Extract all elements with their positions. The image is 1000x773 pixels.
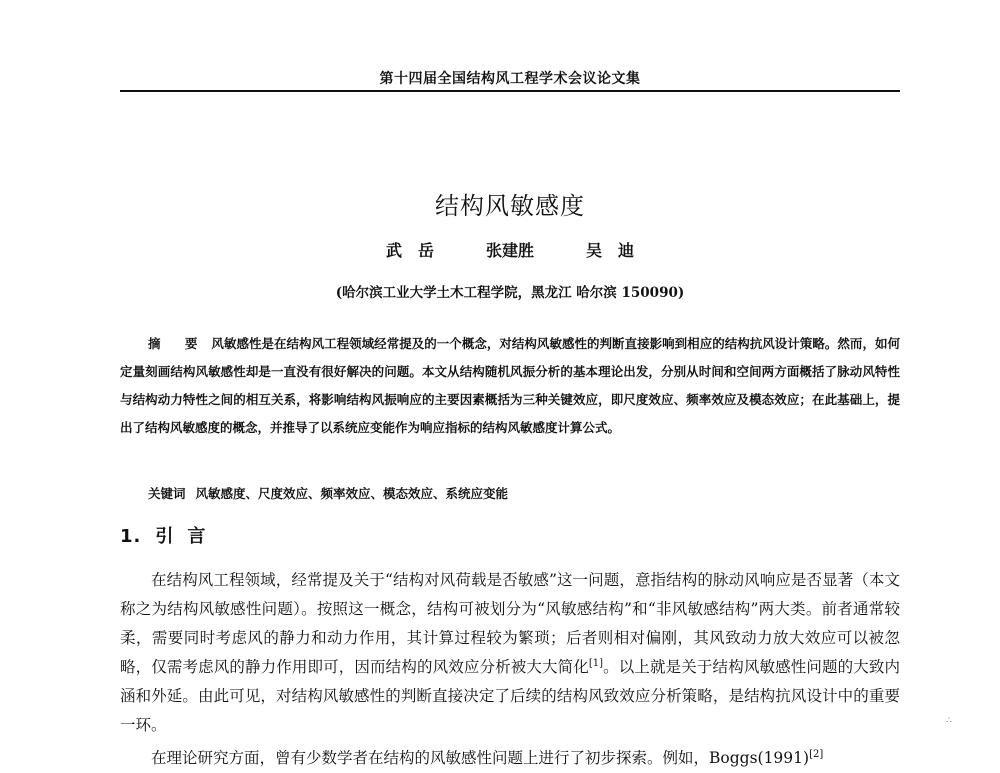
- body-paragraph-1: [120, 566, 900, 740]
- citation-ref-1: [1]: [588, 657, 604, 669]
- paragraph-2-text: 在理论研究方面，曾有少数学者在结构的风敏感性问题上进行了初步探索。例如，Boggs(1991): [151, 749, 810, 767]
- author-2: 张建胜: [485, 241, 534, 260]
- section-number: 1.: [120, 526, 142, 547]
- keywords: [148, 484, 900, 502]
- author-list: [120, 238, 900, 261]
- abstract-text: 风敏感性是在结构风工程领域经常提及的一个概念，对结构风敏感性的判断直接影响到相应的结构抗风设计策略。然而，如何定量刻画结构风敏感性却是一直没有很好解决的问题。本文从结构随机风振分析的基本理论出发，分别从时间和空间两方面概括了脉动风特性与结构动力特性之间的相互关系，将影响结构风振响应的主要因素概括为三种关键效应，即尺度效应、频率效应及模态效应；在此基础上，提出了结构风敏感度的概念，并推导了以系统应变能作为响应指标的结构风敏感度计算公式。: [120, 336, 900, 435]
- abstract-label: 摘 要: [148, 336, 208, 351]
- keywords-text: 风敏感度、尺度效应、频率效应、模态效应、系统应变能: [195, 486, 509, 501]
- header-rule: [120, 90, 900, 92]
- author-1: 武 岳: [385, 241, 434, 260]
- section-heading: [120, 522, 219, 548]
- running-header: 第十四届全国结构风工程学术会议论文集: [379, 71, 641, 87]
- scan-speck: ∴: [946, 716, 952, 726]
- section-title: 引言: [155, 526, 220, 547]
- abstract: [120, 330, 900, 442]
- paper-title: 结构风敏感度: [435, 192, 585, 220]
- affiliation: (哈尔滨工业大学土木工程学院，黑龙江 哈尔滨 150090): [335, 285, 685, 301]
- body-paragraph-2: [120, 744, 900, 773]
- paragraph-1-text-b: 。以上就是关于结构风敏感性问题的大致内涵和外延。由此可见，对结构风敏感性的判断直接决定了后续的结构风致效应分析策略，是结构抗风设计中的重要一环。: [120, 658, 900, 734]
- paragraph-1-text-a: 在结构风工程领域，经常提及关于“结构对风荷载是否敏感”这一问题，意指结构的脉动风响应是否显著（本文称之为结构风敏感性问题）。按照这一概念，结构可被划分为“风敏感结构”和“非风敏感结构”两大类。前者通常较柔，需要同时考虑风的静力和动力作用，其计算过程较为繁琐；后者则相对偏刚，其风致动力放大效应可以被忽略，仅需考虑风的静力作用即可，因而结构的风效应分析被大大简化: [120, 571, 900, 676]
- citation-ref-2: [2]: [809, 748, 824, 760]
- author-3: 吴 迪: [586, 241, 635, 260]
- keywords-label: 关键词: [148, 486, 186, 501]
